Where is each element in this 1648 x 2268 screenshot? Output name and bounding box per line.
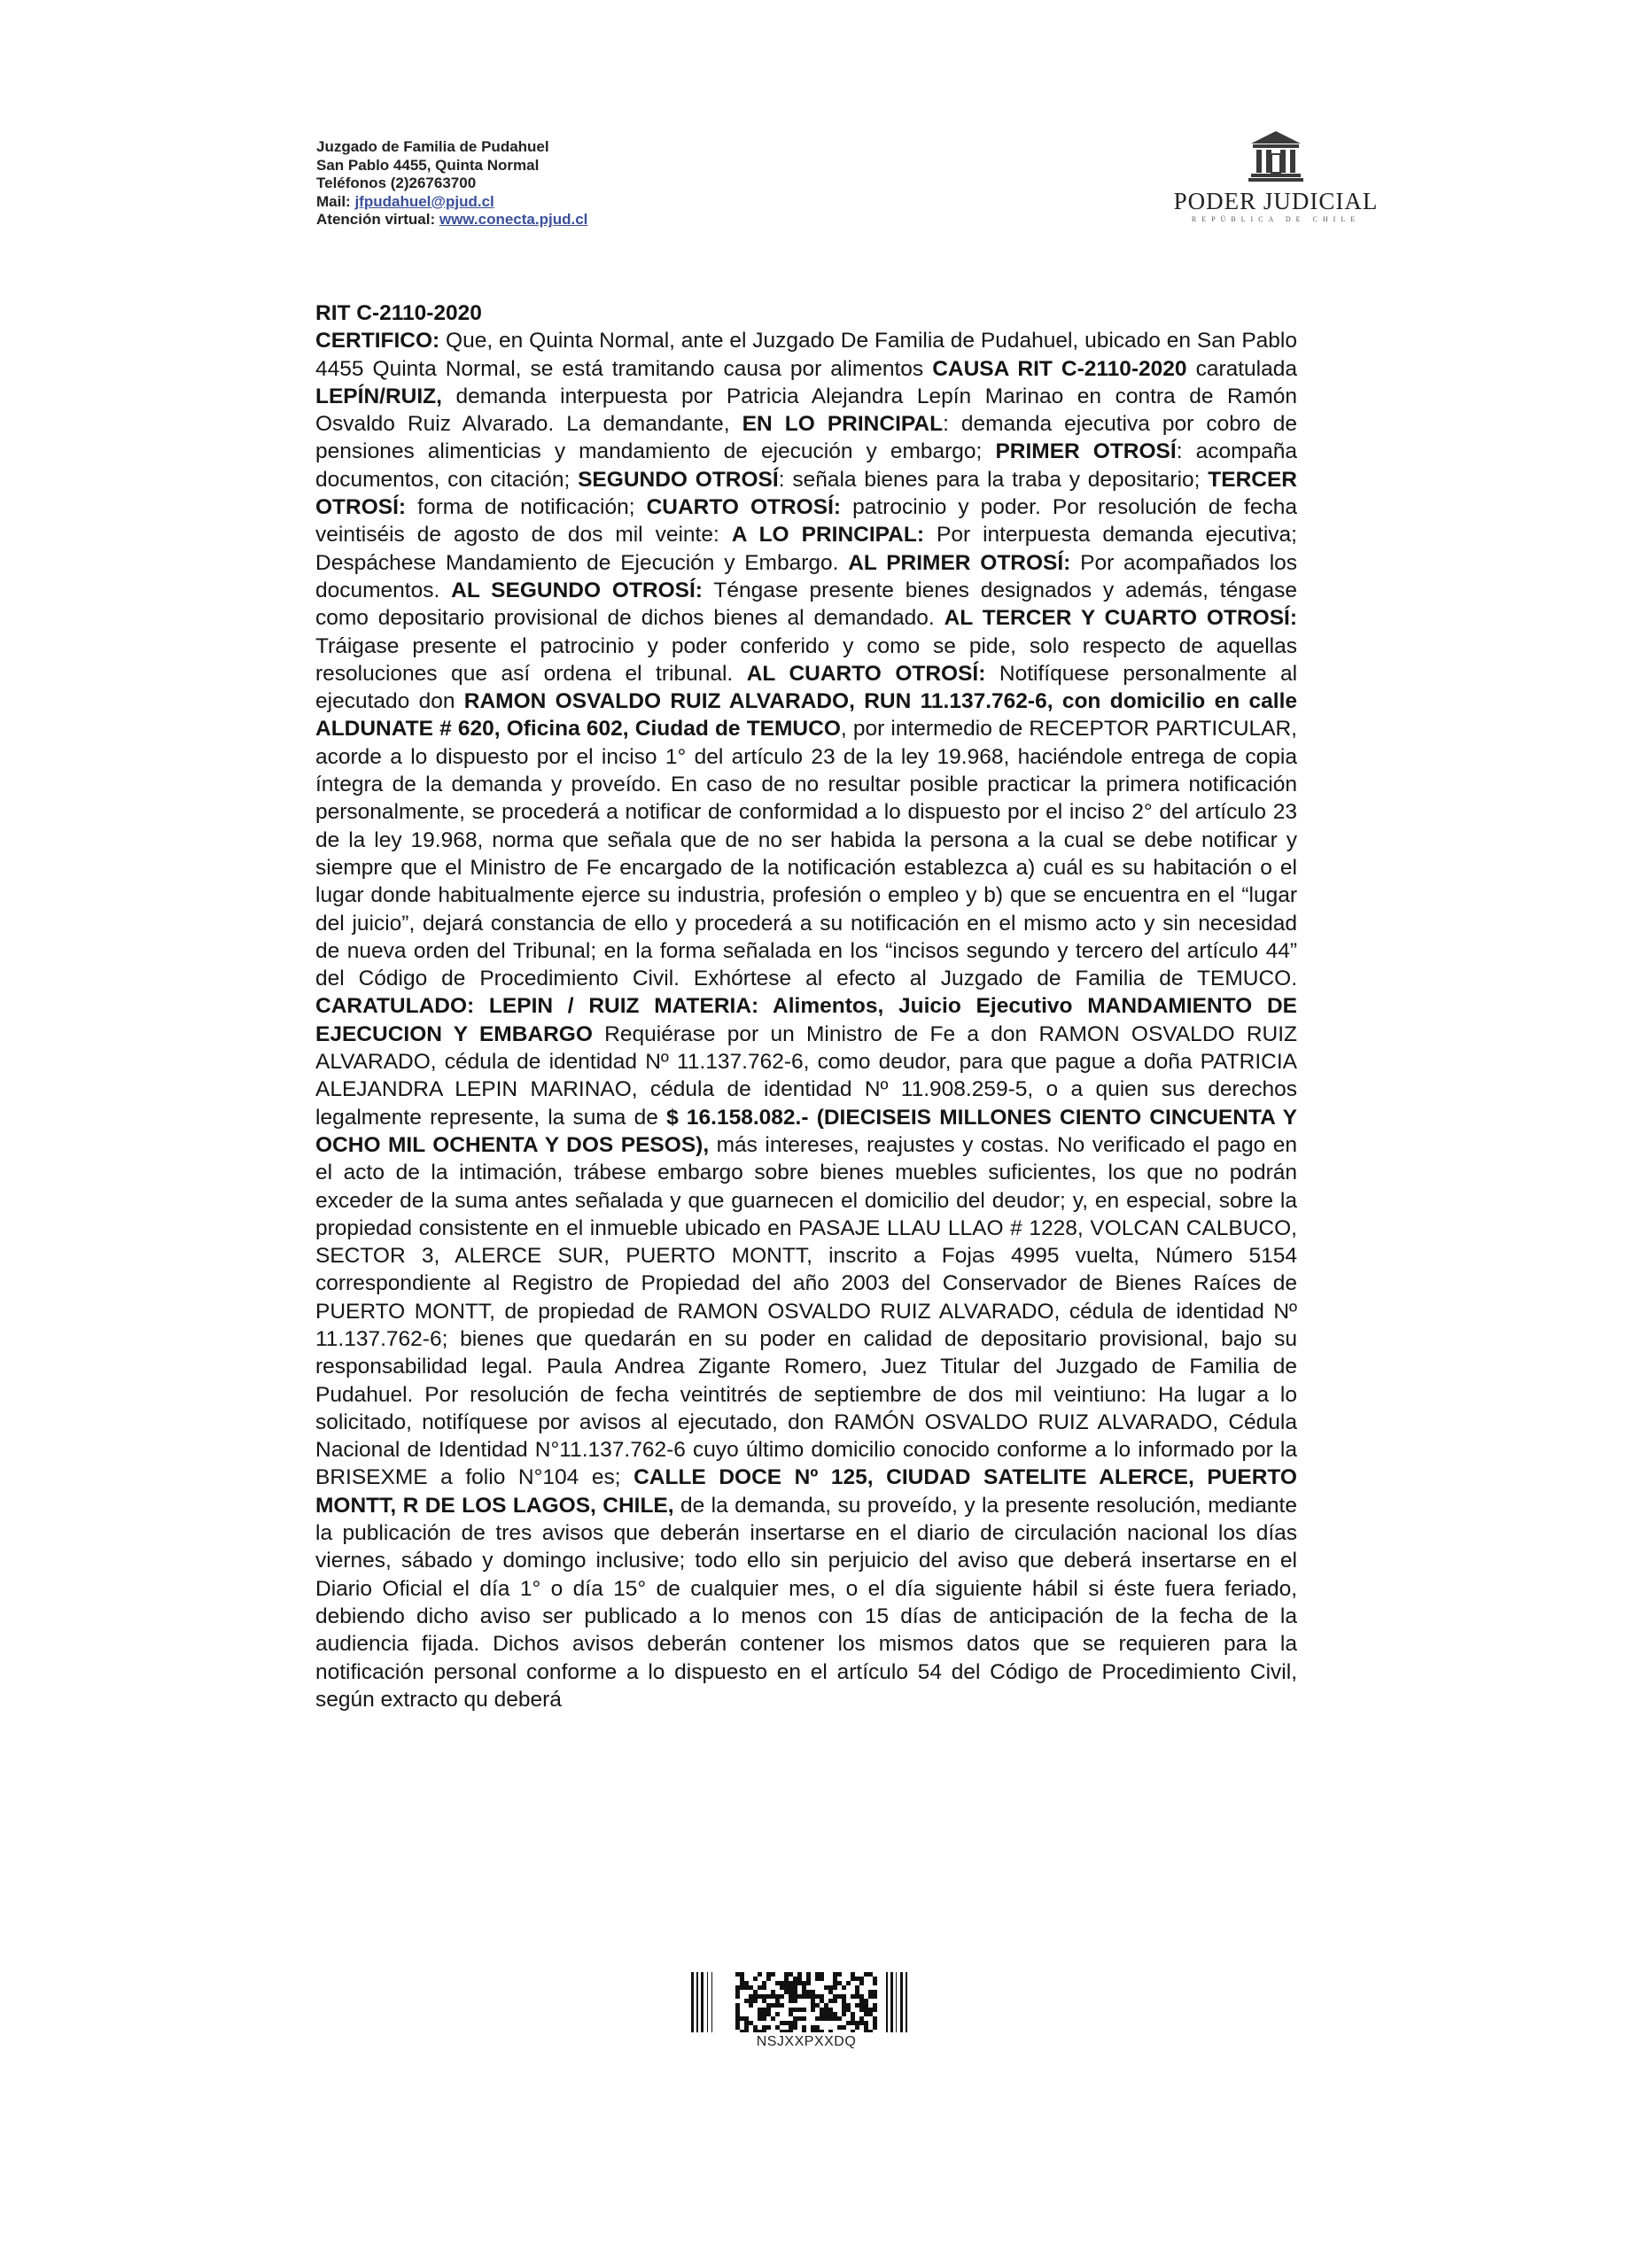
text-segment: , por intermedio de RECEPTOR PARTICULAR, acorde a lo dispuesto por el inciso 1° del artículo 23 de la ley 19.968, haciéndole entrega de copia íntegra de la demanda y proveído. En caso de no resultar posible practicar la primera notificación personalmente, se procederá a notificar de conformidad a lo dispuesto por el inciso 2° del artículo 23 de la ley 19.968, norma que señala que de no ser habida la persona a la cual se debe notificar y siempre que el Ministro de Fe encargado de la notificación establezca a) cuál es su habitación o el lugar donde habitualmente ejerce su industria, profesión o empleo y b) que se encuentra en el “lugar del juicio”, dejará constancia de ello y procederá a su notificación en el mismo acto y sin necesidad de nueva orden del Tribunal; en la forma señalada en los “incisos segundo y tercero del artículo 44” del Código de Procedimiento Civil. Exhórtese al efecto al Juzgado de Familia de TEMUCO. bbox=[315, 717, 1297, 991]
bold-segment: PRIMER OTROSÍ bbox=[995, 439, 1177, 464]
text-segment: Téngase presente bienes designados y además, téngase como depositario provisional de dichos bienes al demandado. bbox=[315, 578, 1297, 631]
court-address: San Pablo 4455, Quinta Normal bbox=[316, 156, 540, 174]
text-segment: demanda interpuesta por Patricia Alejandra Lepín Marinao en contra de Ramón Osvaldo Ruiz Alvarado. La demandante, bbox=[315, 384, 1297, 437]
text-segment: Por interpuesta demanda ejecutiva; Despáchese Mandamiento de Ejecución y Embargo. bbox=[315, 523, 1297, 575]
bold-segment: EN LO PRINCIPAL bbox=[742, 412, 944, 437]
bold-segment: CERTIFICO: bbox=[315, 329, 440, 353]
text-segment: : acompaña documentos, con citación; bbox=[315, 439, 1298, 492]
bold-segment: A LO PRINCIPAL: bbox=[731, 523, 924, 548]
mail-label: Mail: bbox=[316, 192, 355, 210]
barcode bbox=[691, 1972, 921, 2050]
bold-segment: CAUSA RIT C-2110-2020 bbox=[932, 356, 1187, 381]
text-segment: más intereses, reajustes y costas. No verificado el pago en el acto de la intimación, trábese embargo sobre bienes muebles suficientes, los que no podrán exceder de la suma antes señalada y que guarnecen el domicilio del deudor; y, en especial, sobre la propiedad consistente en el inmueble ubicado en PASAJE LLAU LLAO # 1228, VOLCAN CALBUCO, SECTOR 3, ALERCE SUR, PUERTO MONTT, inscrito a Fojas 4995 vuelta, Número 5154 correspondiente al Registro de Propiedad del año 2003 del Conservador de Bienes Raíces de PUERTO MONTT, de propiedad de RAMON OSVALDO RUIZ ALVARADO, cédula de identidad Nº 11.137.762-6; bienes que quedarán en su poder en calidad de depositario provisional, bajo su responsabilidad legal. Paula Andrea Zigante Romero, Juez Titular del Juzgado de Familia de Pudahuel. Por resolución de fecha veintitrés de septiembre de dos mil veintiuno: Ha lugar a lo solicitado, notifíquese por avisos al ejecutado, don RAMÓN OSVALDO RUIZ ALVARADO, Cédula Nacional de Identidad N°11.137.762-6 cuyo último domicilio conocido conforme a lo informado por la BRISEXME a folio N°104 es; bbox=[315, 1132, 1297, 1490]
bold-segment: AL PRIMER OTROSÍ: bbox=[848, 550, 1071, 575]
logo-subtitle: REPÚBLICA DE CHILE bbox=[1191, 215, 1361, 223]
bold-segment: AL SEGUNDO OTROSÍ: bbox=[451, 578, 703, 602]
text-segment: Notifíquese personalmente al ejecutado don bbox=[315, 661, 1298, 714]
text-segment: Por acompañados los documentos. bbox=[315, 550, 1298, 602]
poder-judicial-logo bbox=[1170, 129, 1382, 223]
bold-segment: SEGUNDO OTROSÍ bbox=[578, 467, 779, 492]
barcode-icon bbox=[691, 1972, 921, 2032]
text-segment: patrocinio y poder. Por resolución de fecha veintiséis de agosto de dos mil veinte: bbox=[315, 495, 1297, 548]
bold-segment: LEPÍN/RUIZ, bbox=[315, 384, 442, 408]
barcode-code: NSJXXPXXDQ bbox=[756, 2034, 857, 2049]
virtual-label: Atención virtual: bbox=[316, 211, 439, 228]
bold-segment: $ 16.158.082.- (DIECISEIS MILLONES CIENTO CINCUENTA Y OCHO MIL OCHENTA Y DOS PESOS), bbox=[315, 1105, 1297, 1157]
bold-segment: TERCER OTROSÍ: bbox=[315, 467, 1297, 520]
text-segment: : señala bienes para la traba y depositario; bbox=[778, 467, 1209, 492]
bold-segment: AL TERCER Y CUARTO OTROSÍ: bbox=[944, 606, 1297, 631]
bold-segment: CARATULADO: LEPIN / RUIZ MATERIA: Alimentos, Juicio Ejecutivo MANDAMIENTO DE EJECUCION Y EMBARGO bbox=[315, 994, 1297, 1046]
bold-segment: AL CUARTO OTROSÍ: bbox=[746, 661, 986, 686]
text-segment: de la demanda, su proveído, y la presente resolución, mediante la publicación de tres avisos que deberán insertarse en el diario de circulación nacional los días viernes, sábado y domingo inclusive; todo ello sin perjuicio del aviso que deberá insertarse en el Diario Oficial el día 1° o día 15° de cualquier mes, o el día siguiente hábil si éste fuera feriado, debiendo dicho aviso ser publicado a lo menos con 15 días de anticipación de la fecha de la audiencia fijada. Dichos avisos deberán contener los mismos datos que se requieren para la notificación personal conforme a lo dispuesto en el artículo 54 del Código de Procedimiento Civil, según extracto qu deberá bbox=[315, 1493, 1297, 1712]
court-virtual bbox=[316, 211, 587, 229]
bold-segment: CUARTO OTROSÍ: bbox=[646, 495, 842, 520]
text-segment: Requiérase por un Ministro de Fe a don RAMON OSVALDO RUIZ ALVARADO, cédula de identidad Nº 11.137.762-6, como deudor, para que pague a doña PATRICIA ALEJANDRA LEPIN MARINAO, cédula de identidad Nº 11.908.259-5, o a quien sus derechos legalmente represente, la suma de bbox=[315, 1021, 1297, 1130]
rit-number: RIT C-2110-2020 bbox=[315, 301, 482, 325]
court-phone: Teléfonos (2)26763700 bbox=[316, 175, 477, 191]
text-segment: caratulada bbox=[1186, 356, 1297, 381]
court-mail bbox=[316, 193, 587, 212]
mail-link[interactable]: jfpudahuel@pjud.cl bbox=[354, 192, 494, 210]
bold-segment: RAMON OSVALDO RUIZ ALVARADO, RUN 11.137.762-6, con domicilio en calle ALDUNATE # 620, Oficina 602, Ciudad de TEMUCO bbox=[315, 689, 1297, 742]
text-segment: Que, en Quinta Normal, ante el Juzgado De Familia de Pudahuel, ubicado en San Pablo 4455 Quinta Normal, se está tramitando causa por alimentos bbox=[315, 329, 1297, 381]
court-header bbox=[316, 138, 587, 229]
virtual-link[interactable]: www.conecta.pjud.cl bbox=[439, 211, 588, 228]
certificate-paragraph bbox=[315, 327, 1297, 1713]
court-name: Juzgado de Familia de Pudahuel bbox=[316, 138, 549, 155]
text-segment: Tráigase presente el patrocinio y poder conferido y como se pide, solo respecto de aquellas resoluciones que así ordena el tribunal. bbox=[315, 633, 1297, 686]
text-segment: forma de notificación; bbox=[406, 495, 647, 520]
logo-name: PODER JUDICIAL bbox=[1173, 188, 1379, 214]
text-segment: : demanda ejecutiva por cobro de pensiones alimenticias y mandamiento de ejecución y embargo; bbox=[315, 412, 1297, 464]
bold-segment: CALLE DOCE Nº 125, CIUDAD SATELITE ALERCE, PUERTO MONTT, R DE LOS LAGOS, CHILE, bbox=[315, 1465, 1297, 1518]
courthouse-icon bbox=[1248, 129, 1304, 183]
certificate-body bbox=[315, 299, 1297, 1713]
